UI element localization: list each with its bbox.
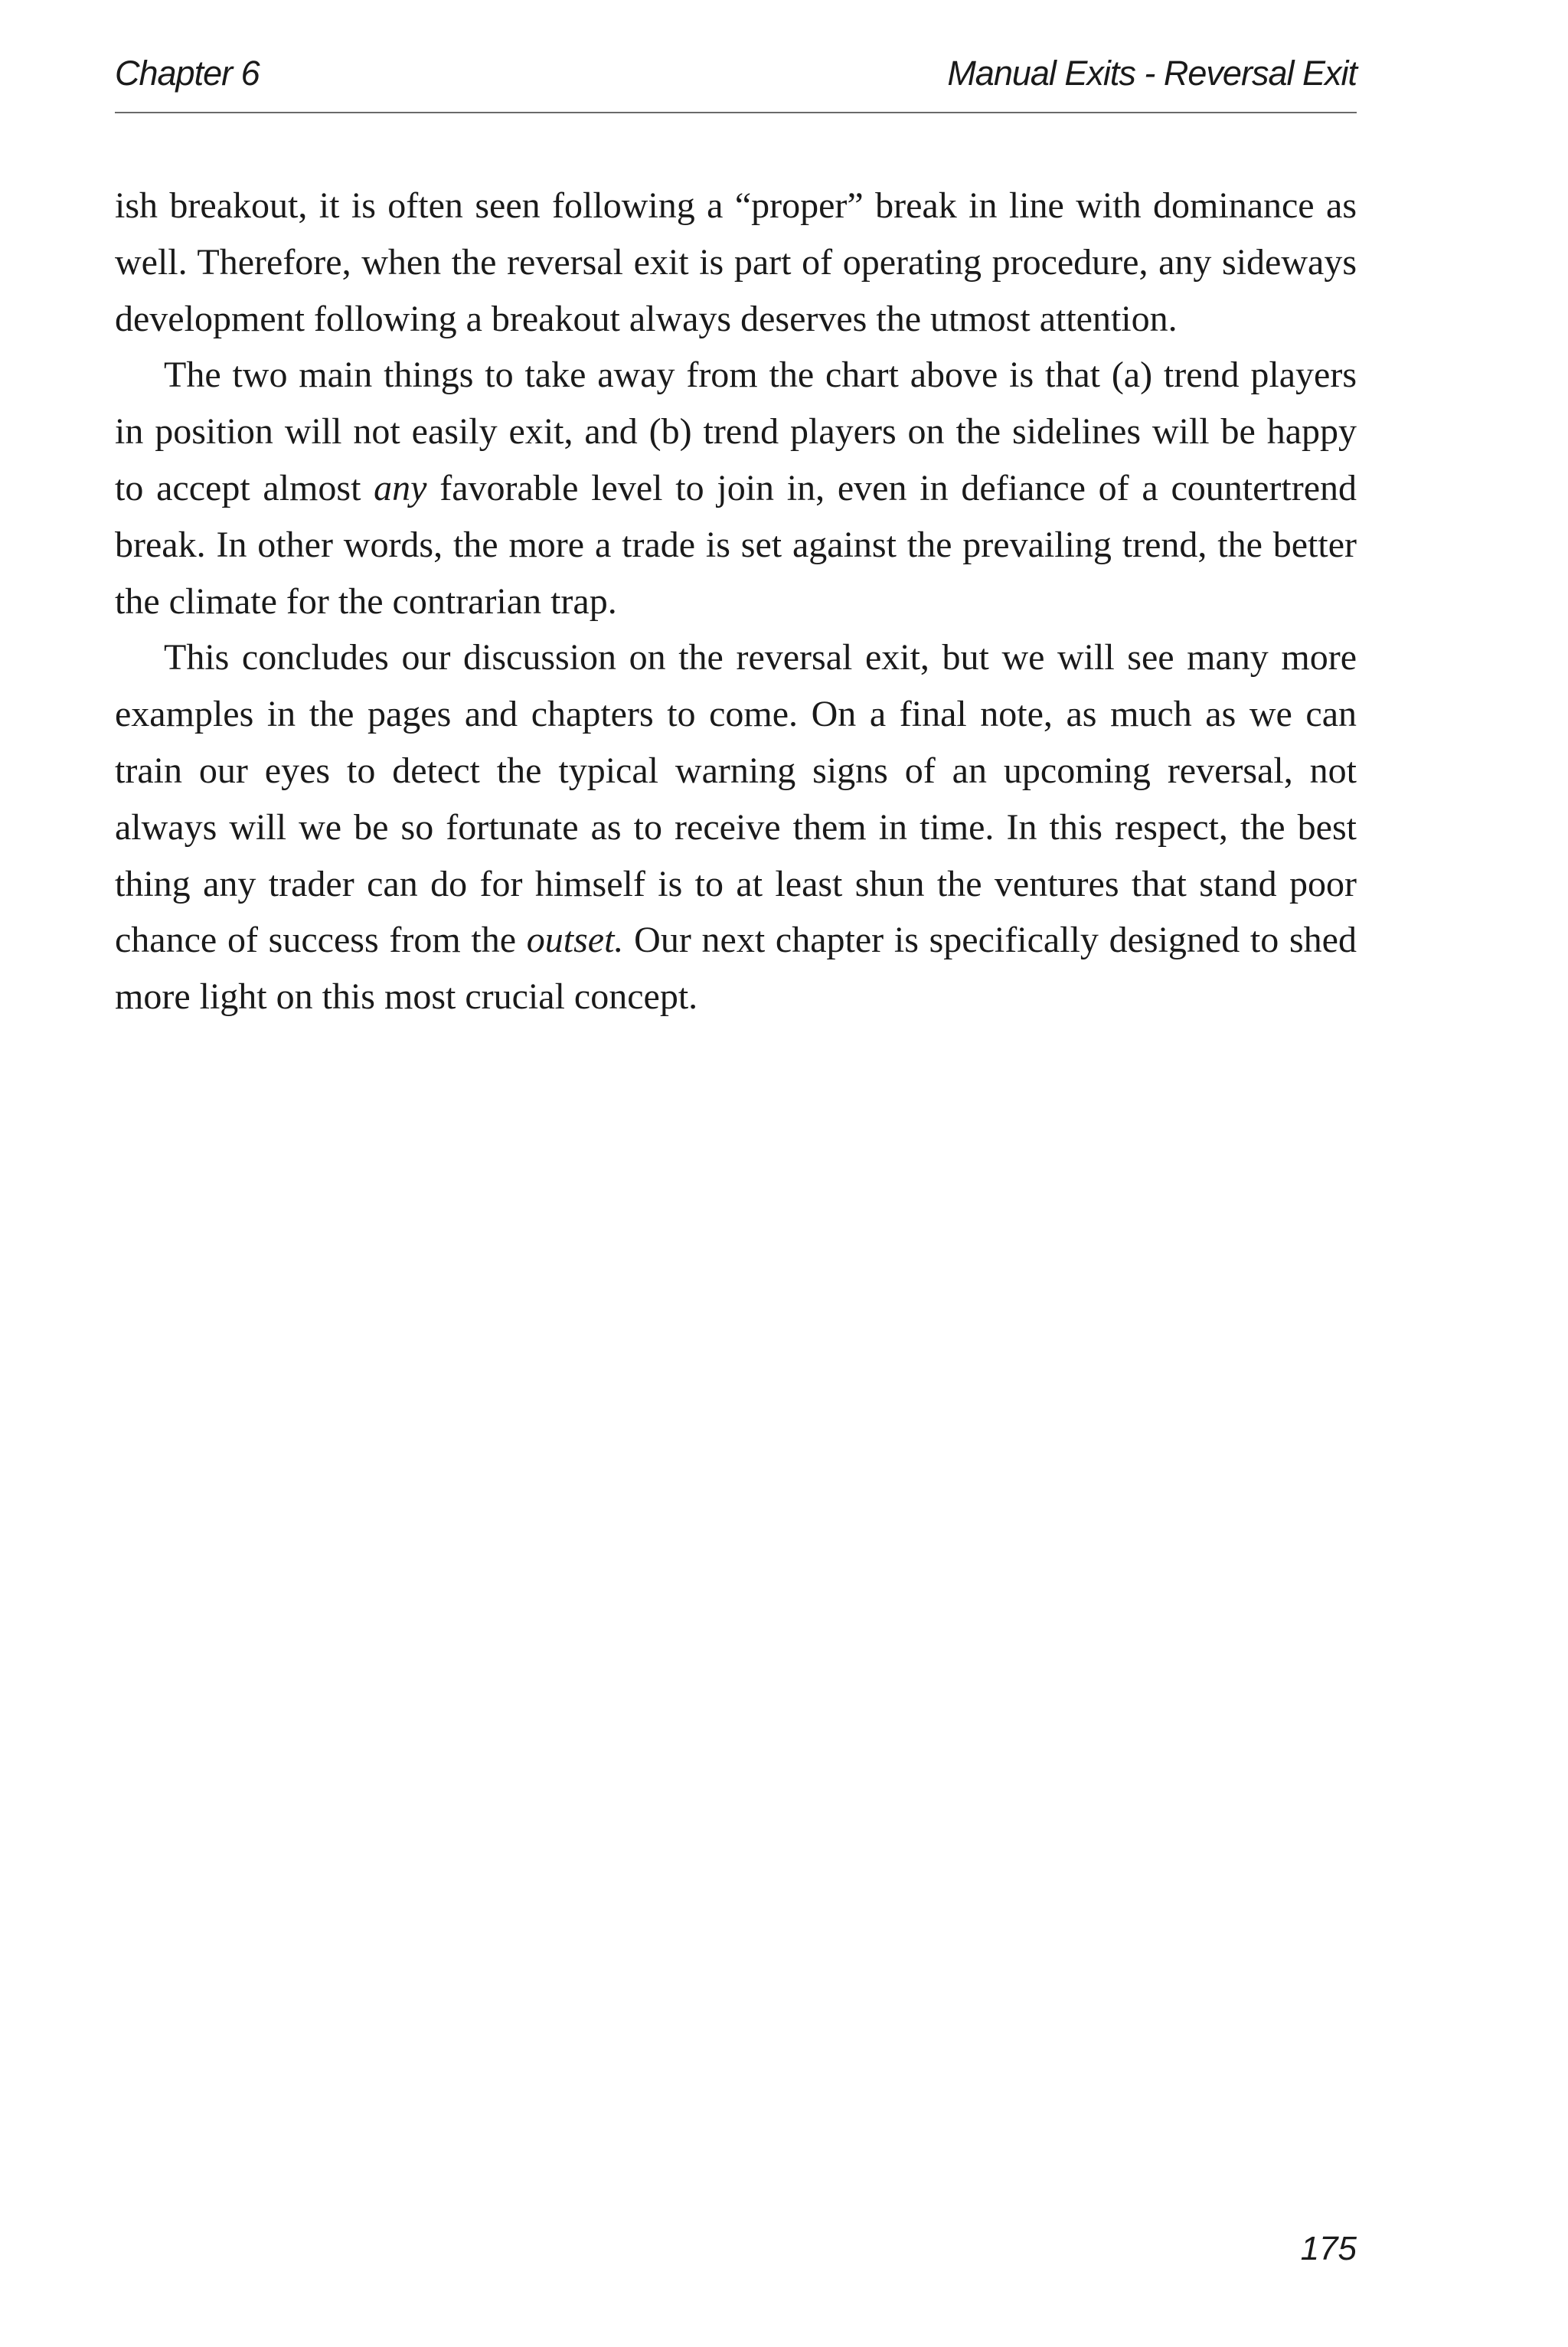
paragraph-continued — [115, 178, 1357, 347]
paragraph-text: The two main things to take away from the chart above is that (a) trend players in position will not easily exit, and (b) trend players on the sidelines will be happy to accept almost — [115, 355, 1357, 508]
paragraph-text: Our next chapter is specifically designed to shed more light on this most crucial concept. — [115, 920, 1357, 1018]
paragraph — [115, 629, 1357, 1025]
running-header — [115, 47, 1357, 113]
body-text — [115, 178, 1357, 1025]
paragraph — [115, 347, 1357, 629]
paragraph-text: This concludes our discussion on the reversal exit, but we will see many more examples in the pages and chapters to come. On a final note, as much as we can train our eyes to detect the typical warning signs of an upcoming reversal, not always will we be so fortunate as to receive them in time. In this respect, the best thing any trader can do for himself is to at least shun the ventures that stand poor chance of success from the — [115, 637, 1357, 961]
emphasis-text: outset. — [526, 920, 624, 961]
chapter-label: Chapter 6 — [115, 54, 260, 93]
paragraph-text: favorable level to join in, even in defiance of a countertrend break. In other words, the more a trade is set against the prevailing trend, the better the climate for the contrarian trap. — [115, 467, 1357, 622]
paragraph-text: ish breakout, it is often seen following a “proper” break in line with dominance as well. Therefore, when the reversal exit is part of operating procedure, any sideways development following a breakout always deserves the utmost attention. — [115, 185, 1357, 339]
section-title: Manual Exits - Reversal Exit — [947, 54, 1357, 93]
page-number: 175 — [1300, 2230, 1357, 2267]
emphasis-text: any — [374, 467, 427, 508]
